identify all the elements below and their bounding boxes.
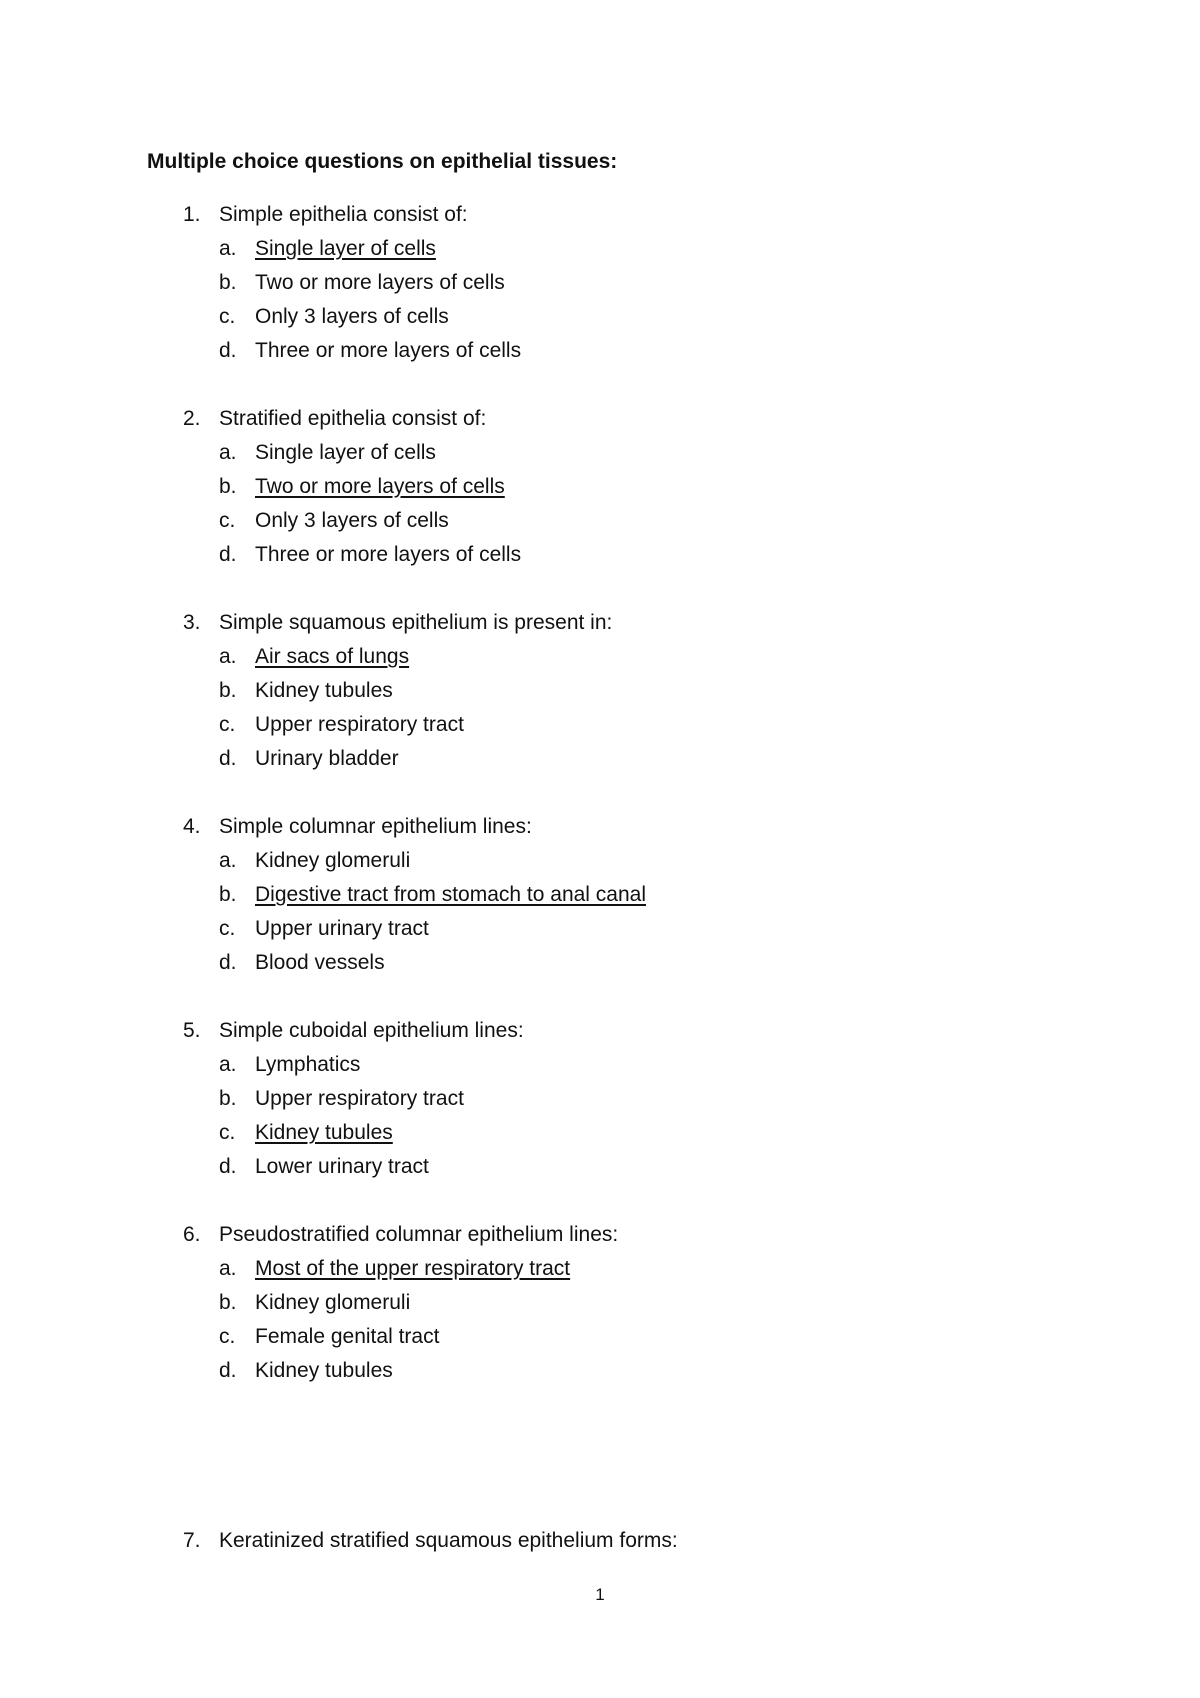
- question-2: [0, 402, 1200, 572]
- option-letter: c.: [219, 713, 236, 736]
- option-text: Kidney glomeruli: [255, 849, 411, 872]
- option-text: Female genital tract: [255, 1325, 440, 1348]
- correct-option-text: Most of the upper respiratory tract: [255, 1257, 571, 1280]
- option-b: [0, 266, 1200, 300]
- question-stem: [0, 810, 1200, 844]
- option-d: [0, 1150, 1200, 1184]
- option-b: [0, 1286, 1200, 1320]
- option-c: [0, 300, 1200, 334]
- option-letter: a.: [219, 645, 237, 668]
- question-6: [0, 1218, 1200, 1388]
- option-letter: c.: [219, 917, 236, 940]
- option-letter: b.: [219, 1087, 237, 1110]
- option-c: [0, 912, 1200, 946]
- option-c: [0, 708, 1200, 742]
- question-1: [0, 198, 1200, 368]
- question-stem: [0, 198, 1200, 232]
- option-text: Only 3 layers of cells: [255, 509, 449, 532]
- correct-option-text: Single layer of cells: [255, 237, 436, 260]
- question-text: Simple cuboidal epithelium lines:: [219, 1019, 524, 1042]
- question-number: 2.: [183, 407, 201, 430]
- question-5: [0, 1014, 1200, 1184]
- option-text: Only 3 layers of cells: [255, 305, 449, 328]
- option-text: Three or more layers of cells: [255, 543, 522, 566]
- option-b: [0, 674, 1200, 708]
- option-letter: a.: [219, 1053, 237, 1076]
- question-stem: [0, 1218, 1200, 1252]
- question-number: 6.: [183, 1223, 201, 1246]
- question-number: 3.: [183, 611, 201, 634]
- option-text: Upper urinary tract: [255, 917, 429, 940]
- option-letter: a.: [219, 1257, 237, 1280]
- option-d: [0, 1354, 1200, 1388]
- option-d: [0, 334, 1200, 368]
- option-a: [0, 1252, 1200, 1286]
- option-b: [0, 878, 1200, 912]
- option-a: [0, 1048, 1200, 1082]
- option-letter: c.: [219, 305, 236, 328]
- question-number: 7.: [183, 1529, 201, 1552]
- option-text: Kidney tubules: [255, 1359, 393, 1382]
- option-c: [0, 1320, 1200, 1354]
- question-7: [0, 1524, 1200, 1558]
- option-letter: a.: [219, 237, 237, 260]
- option-b: [0, 1082, 1200, 1116]
- option-text: Upper respiratory tract: [255, 713, 464, 736]
- option-text: Lymphatics: [255, 1053, 361, 1076]
- question-number: 1.: [183, 203, 201, 226]
- option-text: Single layer of cells: [255, 441, 436, 464]
- question-text: Stratified epithelia consist of:: [219, 407, 487, 430]
- option-letter: d.: [219, 339, 237, 362]
- option-d: [0, 946, 1200, 980]
- question-stem: [0, 1524, 1200, 1558]
- option-text: Blood vessels: [255, 951, 385, 974]
- option-letter: b.: [219, 475, 237, 498]
- option-a: [0, 844, 1200, 878]
- option-letter: c.: [219, 509, 236, 532]
- option-letter: d.: [219, 1359, 237, 1382]
- option-letter: c.: [219, 1325, 236, 1348]
- option-letter: b.: [219, 679, 237, 702]
- option-c: [0, 1116, 1200, 1150]
- correct-option-text: Digestive tract from stomach to anal canal: [255, 883, 647, 906]
- correct-option-text: Kidney tubules: [255, 1121, 393, 1144]
- option-letter: d.: [219, 951, 237, 974]
- correct-option-text: Two or more layers of cells: [255, 475, 505, 498]
- question-3: [0, 606, 1200, 776]
- page-number: 1: [595, 1585, 605, 1604]
- option-a: [0, 436, 1200, 470]
- question-stem: [0, 402, 1200, 436]
- question-stem: [0, 1014, 1200, 1048]
- option-text: Three or more layers of cells: [255, 339, 522, 362]
- question-text: Simple epithelia consist of:: [219, 203, 468, 226]
- option-letter: b.: [219, 1291, 237, 1314]
- option-text: Kidney tubules: [255, 679, 393, 702]
- option-letter: b.: [219, 271, 237, 294]
- question-number: 4.: [183, 815, 201, 838]
- option-letter: d.: [219, 543, 237, 566]
- option-letter: c.: [219, 1121, 236, 1144]
- option-letter: d.: [219, 1155, 237, 1178]
- option-a: [0, 232, 1200, 266]
- option-text: Lower urinary tract: [255, 1155, 429, 1178]
- question-text: Simple columnar epithelium lines:: [219, 815, 532, 838]
- document-title: Multiple choice questions on epithelial tissues:: [147, 150, 618, 173]
- option-text: Two or more layers of cells: [255, 271, 505, 294]
- option-text: Upper respiratory tract: [255, 1087, 464, 1110]
- option-text: Urinary bladder: [255, 747, 399, 770]
- option-letter: a.: [219, 849, 237, 872]
- option-d: [0, 742, 1200, 776]
- option-letter: a.: [219, 441, 237, 464]
- correct-option-text: Air sacs of lungs: [255, 645, 410, 668]
- option-c: [0, 504, 1200, 538]
- option-a: [0, 640, 1200, 674]
- option-text: Kidney glomeruli: [255, 1291, 411, 1314]
- question-text: Keratinized stratified squamous epithelium forms:: [219, 1529, 678, 1552]
- question-4: [0, 810, 1200, 980]
- option-b: [0, 470, 1200, 504]
- option-letter: b.: [219, 883, 237, 906]
- option-letter: d.: [219, 747, 237, 770]
- question-stem: [0, 606, 1200, 640]
- question-text: Simple squamous epithelium is present in:: [219, 611, 613, 634]
- option-d: [0, 538, 1200, 572]
- question-text: Pseudostratified columnar epithelium lines:: [219, 1223, 619, 1246]
- question-number: 5.: [183, 1019, 201, 1042]
